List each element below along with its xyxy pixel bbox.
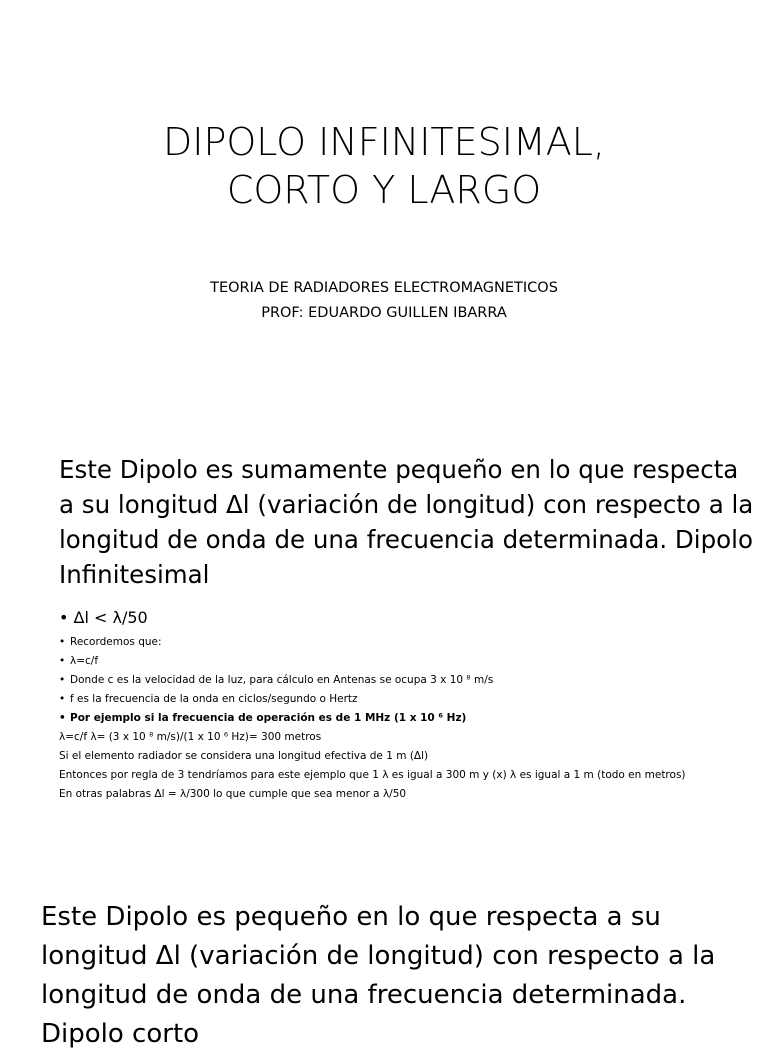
list-item: • f es la frecuencia de la onda en ciclos/segundo o Hertz — [59, 690, 759, 709]
title-line-1: DIPOLO INFINITESIMAL, — [162, 120, 605, 164]
title-line-2: CORTO Y LARGO — [226, 168, 542, 212]
bullet-list — [59, 606, 759, 804]
calculation-line: Si el elemento radiador se considera una longitud efectiva de 1 m (Δl) — [59, 750, 429, 762]
list-item: • Donde c es la velocidad de la luz, para cálculo en Antenas se ocupa 3 x 10 ⁸ m/s — [59, 671, 759, 690]
bullet-dot-icon: • — [59, 693, 66, 705]
bullet-dot-icon: • — [59, 636, 66, 648]
main-bullet-text: Δl < λ/50 — [73, 608, 148, 627]
infinitesimal-dipole-description: Este Dipolo es sumamente pequeño en lo que respecta a su longitud Δl (variación de longitud) con respecto a la longitud de onda de una frecuencia determinada. Dipolo Infinitesimal — [59, 455, 754, 589]
list-item: • λ=c/f — [59, 652, 759, 671]
list-item: • Por ejemplo si la frecuencia de operación es de 1 MHz (1 x 10 ⁶ Hz) — [59, 709, 759, 728]
bullet-dot-icon: • — [59, 608, 74, 627]
slide-subtitle — [0, 276, 768, 326]
bullet-dot-icon: • — [59, 712, 66, 724]
main-bullet — [59, 606, 759, 630]
professor-name: PROF: EDUARDO GUILLEN IBARRA — [261, 305, 507, 321]
bullet-dot-icon: • — [59, 655, 66, 667]
slide-title — [0, 118, 768, 214]
calculation-line: En otras palabras Δl = λ/300 lo que cumple que sea menor a λ/50 — [59, 788, 407, 800]
calculation-line: Entonces por regla de 3 tendríamos para este ejemplo que 1 λ es igual a 300 m y (x) λ es igual a 1 m (todo en metros) — [59, 769, 686, 781]
course-name: TEORIA DE RADIADORES ELECTROMAGNETICOS — [210, 280, 558, 296]
bullet-dot-icon: • — [59, 674, 66, 686]
short-dipole-description: Este Dipolo es pequeño en lo que respecta a su longitud Δl (variación de longitud) con respecto a la longitud de onda de una frecuencia determinada. Dipolo corto — [41, 902, 716, 1049]
calculation-line: λ=c/f λ= (3 x 10 ⁸ m/s)/(1 x 10 ⁶ Hz)= 300 metros — [59, 731, 322, 743]
list-item: • Recordemos que: — [59, 633, 759, 652]
